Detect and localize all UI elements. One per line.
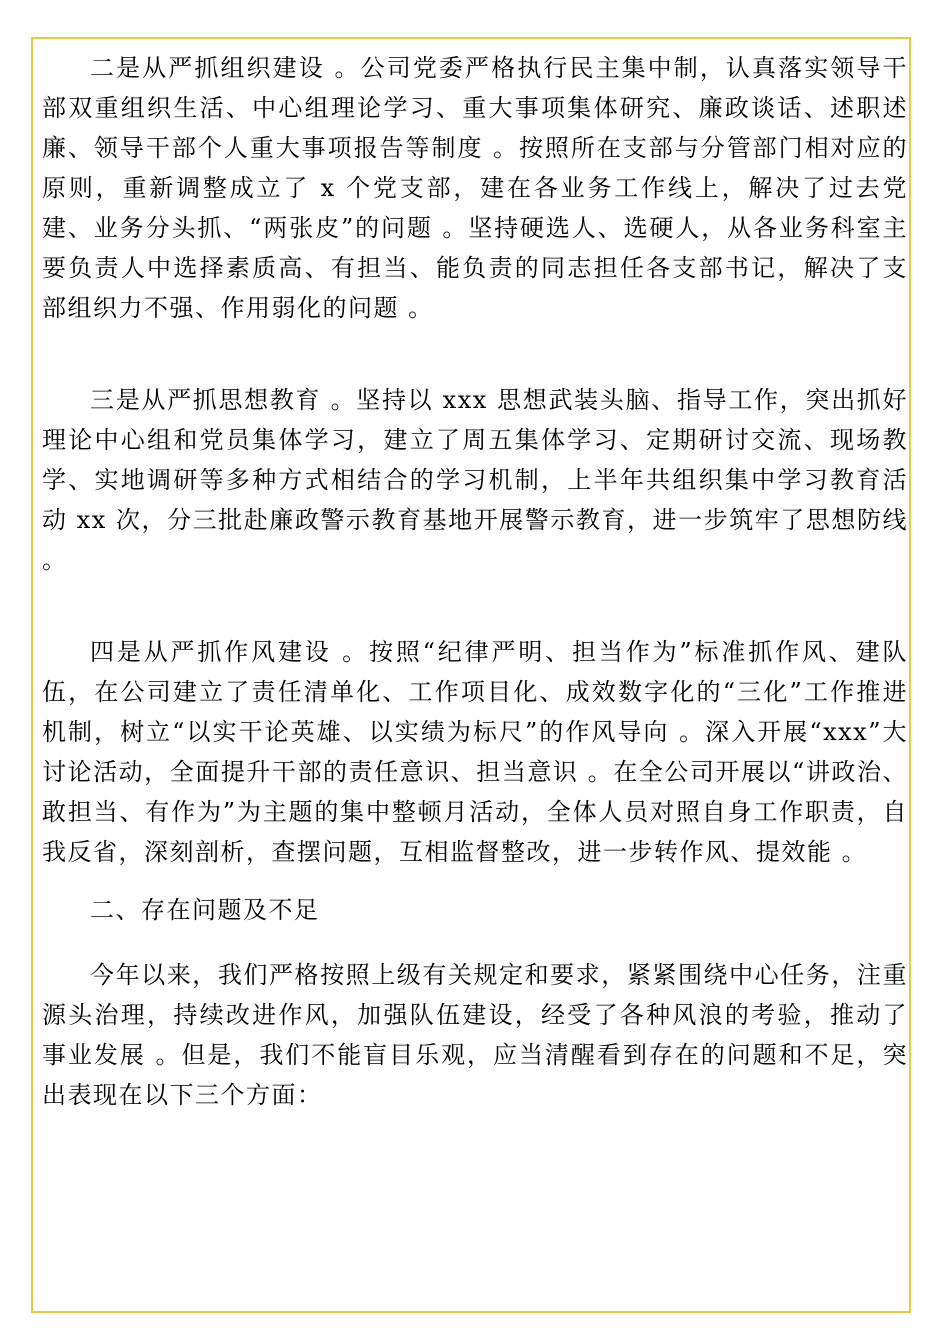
- section-heading-problems: 二、存在问题及不足: [90, 896, 320, 924]
- paragraph-ideological-education: 三是从严抓思想教育 。坚持以 xxx 思想武装头脑、指导工作，突出抓好理论中心组和党员集体学习，建立了周五集体学习、定期研讨交流、现场教学、实地调研等多种方式相结合的学习机制，上半年共组织集中学习教育活动 xx 次，分三批赴廉政警示教育基地开展警示教育，进一步筑牢了思想防线 。: [42, 386, 908, 574]
- document-body: [42, 48, 908, 1115]
- paragraph-work-style-building: 四是从严抓作风建设 。按照“纪律严明、担当作为”标准抓作风、建队伍，在公司建立了责任清单化、工作项目化、成效数字化的“三化”工作推进机制，树立“以实干论英雄、以实绩为标尺”的作风导向 。深入开展“xxx”大讨论活动，全面提升干部的责任意识、担当意识 。在全公司开展以“讲政治、敢担当、有作为”为主题的集中整顿月活动，全体人员对照自身工作职责，自我反省，深刻剖析，查摆问题，互相监督整改，进一步转作风、提效能 。: [42, 638, 908, 866]
- paragraph-problems-intro: 今年以来，我们严格按照上级有关规定和要求，紧紧围绕中心任务，注重源头治理，持续改进作风，加强队伍建设，经受了各种风浪的考验，推动了事业发展 。但是，我们不能盲目乐观，应当清醒看到存在的问题和不足，突出表现在以下三个方面：: [42, 961, 908, 1109]
- paragraph-organization-building: 二是从严抓组织建设 。公司党委严格执行民主集中制，认真落实领导干部双重组织生活、中心组理论学习、重大事项集体研究、廉政谈话、述职述廉、领导干部个人重大事项报告等制度 。按照所在支部与分管部门相对应的原则，重新调整成立了 x 个党支部，建在各业务工作线上，解决了过去党建、业务分头抓、“两张皮”的问题 。坚持硬选人、选硬人，从各业务科室主要负责人中选择素质高、有担当、能负责的同志担任各支部书记，解决了支部组织力不强、作用弱化的问题 。: [42, 54, 908, 322]
